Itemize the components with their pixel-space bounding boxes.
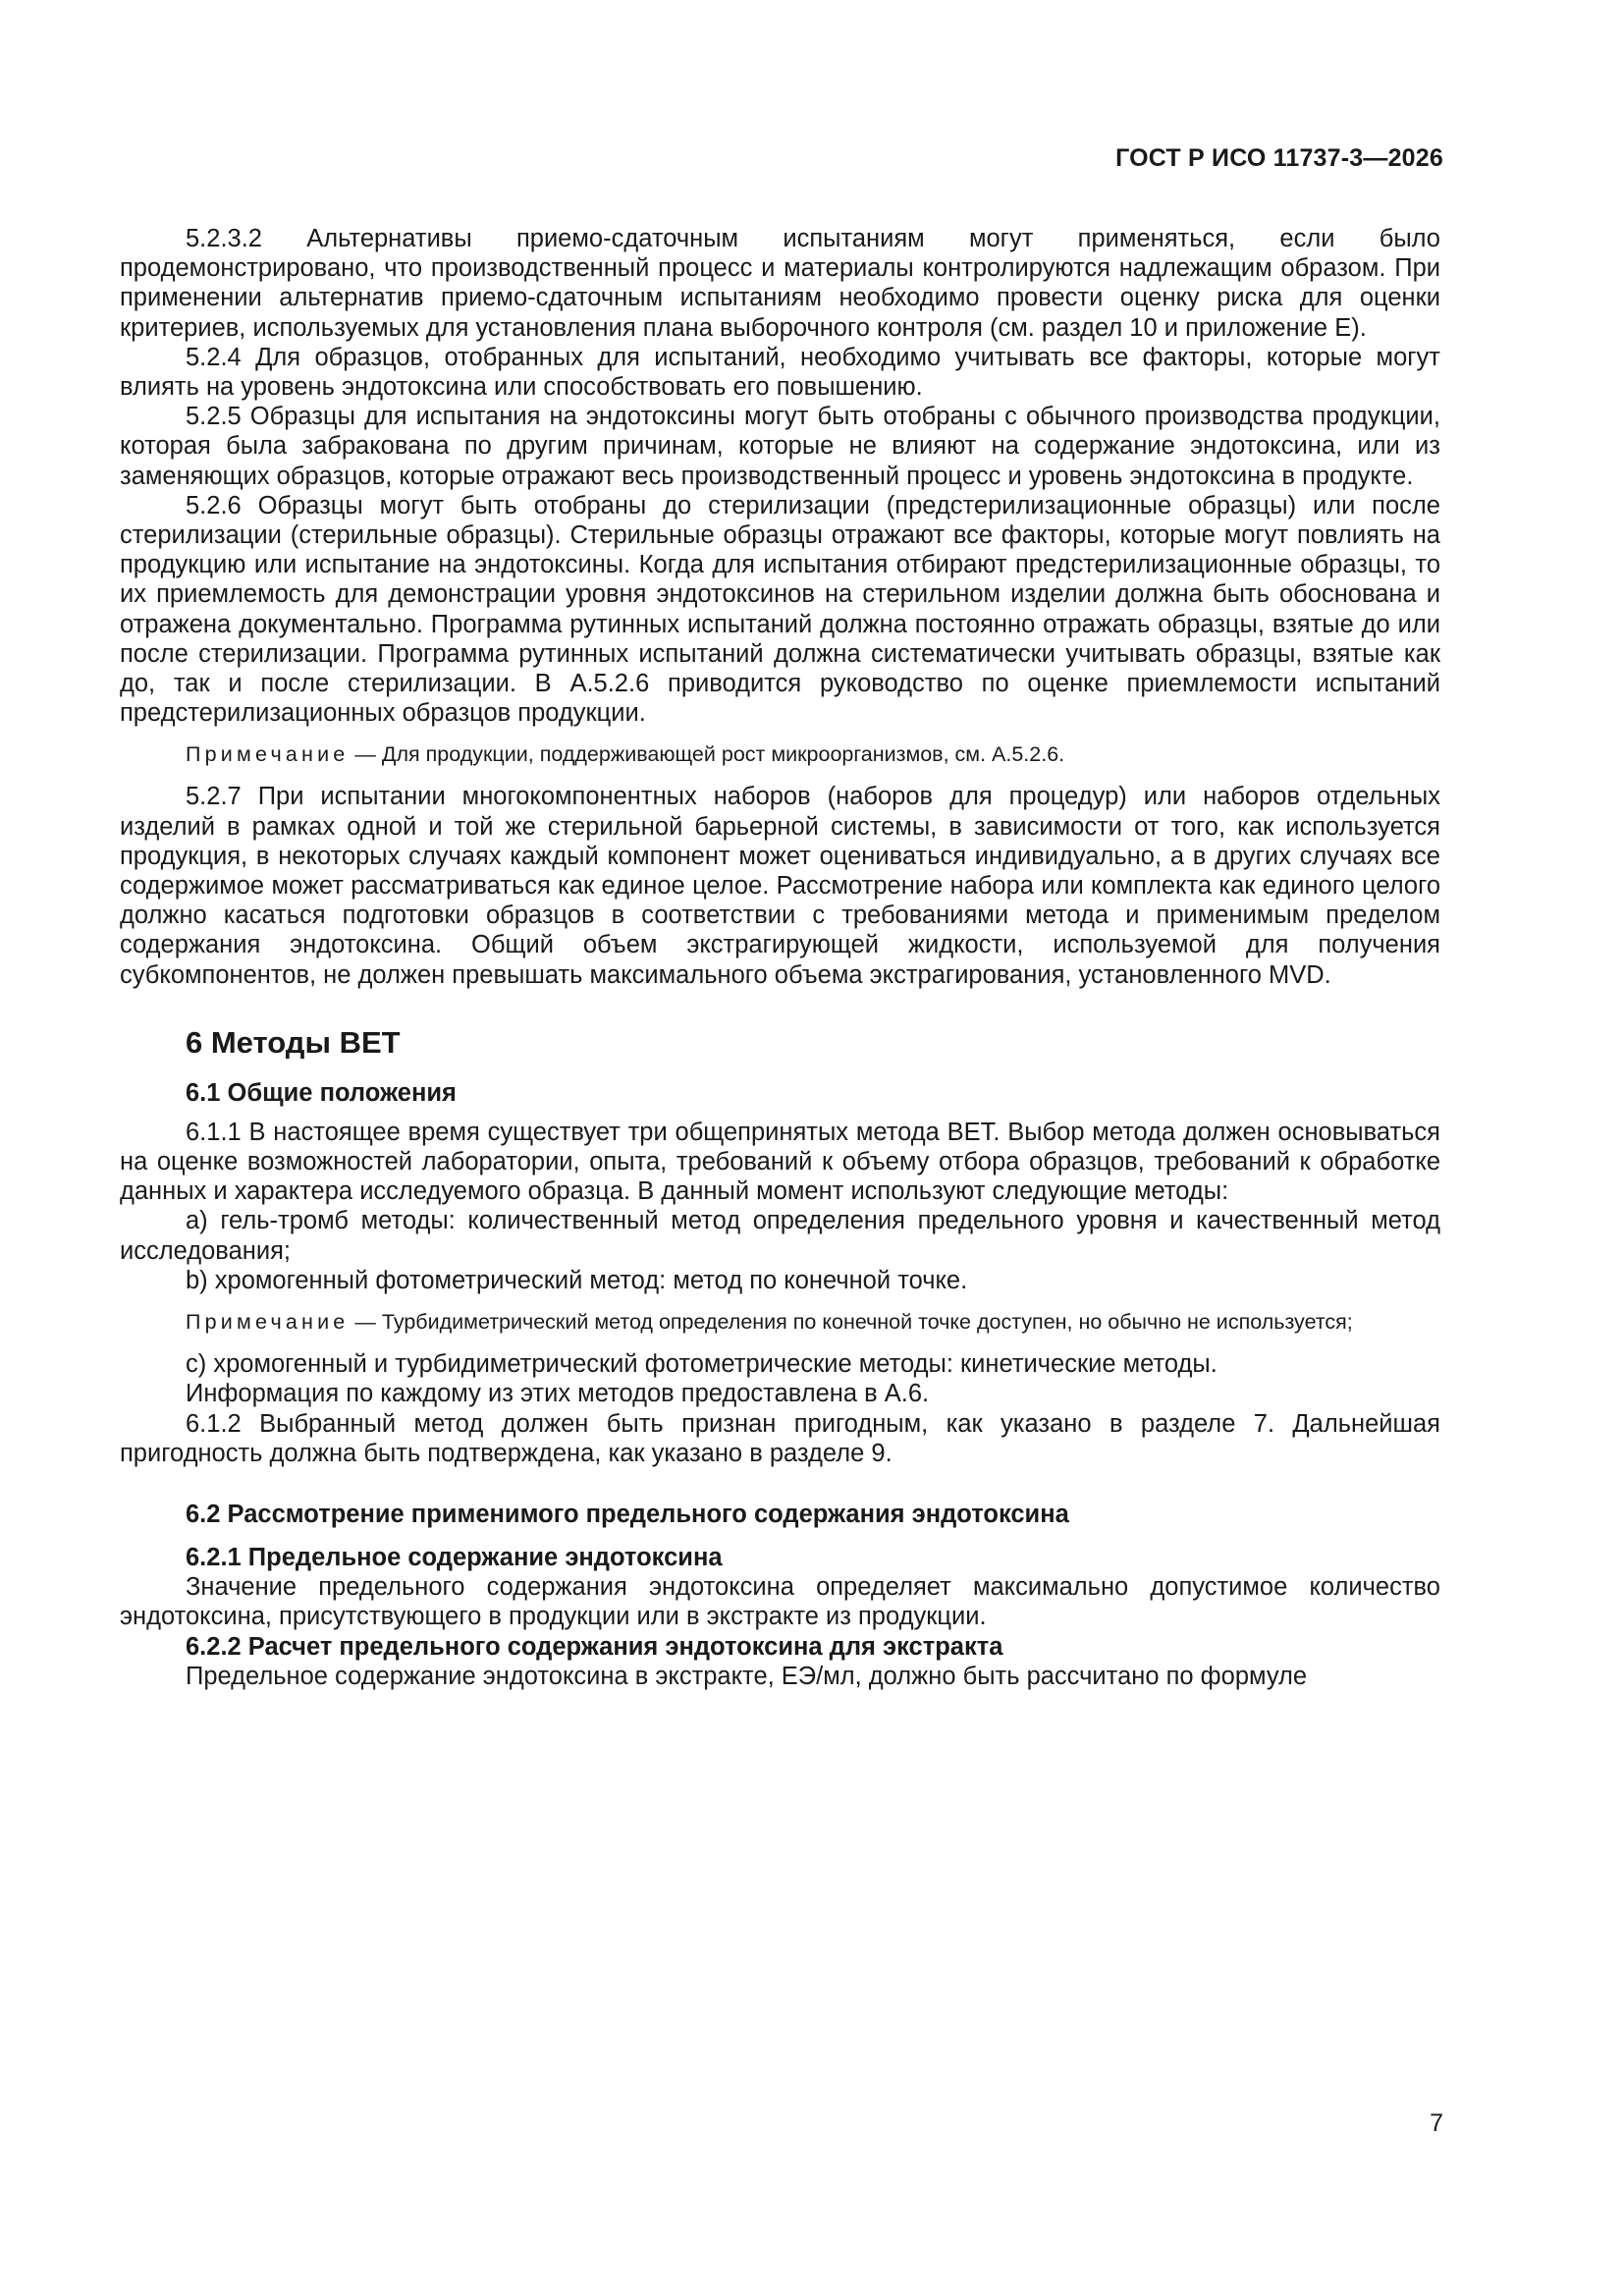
paragraph-6-2-1: Значение предельного содержания эндотоксина определяет максимально допустимое количество эндотоксина, присутствующего в продукции или в экстракте из продукции. [120,1573,1440,1631]
note-label: Примечание [186,742,350,767]
note-6-1-1 [120,1308,1440,1336]
subsection-heading-6-1: 6.1 Общие положения [186,1078,457,1107]
list-item-a: a) гель-тромб методы: количественный метод определения предельного уровня и качественный метод исследования; [120,1207,1440,1265]
paragraph-6-2-2: Предельное содержание эндотоксина в экстракте, ЕЭ/мл, должно быть рассчитано по формуле [186,1662,1308,1690]
note-text: — Для продукции, поддерживающей рост микроорганизмов, см. А.5.2.6. [349,742,1065,767]
paragraph-6-1-2: 6.1.2 Выбранный метод должен быть признан пригодным, как указано в разделе 7. Дальнейшая пригодность должна быть подтверждена, как указано в разделе 9. [120,1409,1440,1467]
subsection-heading-6-2: 6.2 Рассмотрение применимого предельного содержания эндотоксина [186,1500,1069,1528]
paragraph-info: Информация по каждому из этих методов предоставлена в А.6. [186,1380,930,1408]
paragraph-6-1-1: 6.1.1 В настоящее время существует три общепринятых метода BET. Выбор метода должен основываться на оценке возможностей лаборатории, опыта, требований к объему отбора образцов, требований к обработке данных и характера исследуемого образца. В данный момент используют следующие методы: [120,1118,1440,1206]
paragraph-5-2-6: 5.2.6 Образцы могут быть отобраны до стерилизации (предстерилизационные образцы) или после стерилизации (стерильные образцы). Стерильные образцы отражают все факторы, которые могут повлиять на продукцию или испытание на эндотоксины. Когда для испытания отбирают предстерилизационные образцы, то их приемлемость для демонстрации уровня эндотоксинов на стерильном изделии должна быть обоснована и отражена документально. Программа рутинных испытаний должна постоянно отражать образцы, взятые до или после стерилизации. Программа рутинных испытаний должна систематически учитывать образцы, взятые как до, так и после стерилизации. В А.5.2.6 приводится руководство по оценке приемлемости испытаний предстерилизационных образцов продукции. [120,491,1440,728]
note-5-2-6 [120,740,1440,768]
list-item-c: c) хромогенный и турбидиметрический фотометрические методы: кинетические методы. [186,1350,1217,1379]
subsection-heading-6-2-1: 6.2.1 Предельное содержание эндотоксина [186,1543,723,1571]
note-label: Примечание [186,1310,350,1335]
list-item-b: b) хромогенный фотометрический метод: метод по конечной точке. [186,1266,968,1294]
note-text: — Турбидиметрический метод определения по конечной точке доступен, но обычно не используется; [349,1310,1353,1335]
paragraph-5-2-7: 5.2.7 При испытании многокомпонентных наборов (наборов для процедур) или наборов отдельных изделий в рамках одной и той же стерильной барьерной системы, в зависимости от того, как используется продукция, в некоторых случаях каждый компонент может оцениваться индивидуально, а в других случаях все содержимое может рассматриваться как единое целое. Рассмотрение набора или комплекта как единого целого должно касаться подготовки образцов в соответствии с требованиями метода и применимым пределом содержания эндотоксина. Общий объем экстрагирующей жидкости, используемой для получения субкомпонентов, не должен превышать максимального объема экстрагирования, установленного MVD. [120,783,1440,989]
page-number: 7 [1430,2109,1443,2137]
paragraph-5-2-4: 5.2.4 Для образцов, отобранных для испытаний, необходимо учитывать все факторы, которые могут влиять на уровень эндотоксина или способствовать его повышению. [120,343,1440,402]
paragraph-5-2-5: 5.2.5 Образцы для испытания на эндотоксины могут быть отобраны с обычного производства продукции, которая была забракована по другим причинам, которые не влияют на содержание эндотоксина, или из заменяющих образцов, которые отражают весь производственный процесс и уровень эндотоксина в продукте. [120,403,1440,490]
subsection-heading-6-2-2: 6.2.2 Расчет предельного содержания эндотоксина для экстракта [186,1632,1003,1661]
section-heading-6: 6 Методы BET [186,1024,401,1060]
paragraph-5-2-3-2: 5.2.3.2 Альтернативы приемо-сдаточным испытаниям могут применяться, если было продемонстрировано, что производственный процесс и материалы контролируются надлежащим образом. При применении альтернатив приемо-сдаточным испытаниям необходимо провести оценку риска для оценки критериев, используемых для установления плана выборочного контроля (см. раздел 10 и приложение E). [120,225,1440,342]
document-code-header: ГОСТ Р ИСО 11737-3—2026 [1115,144,1443,172]
document-body [120,224,1440,1691]
